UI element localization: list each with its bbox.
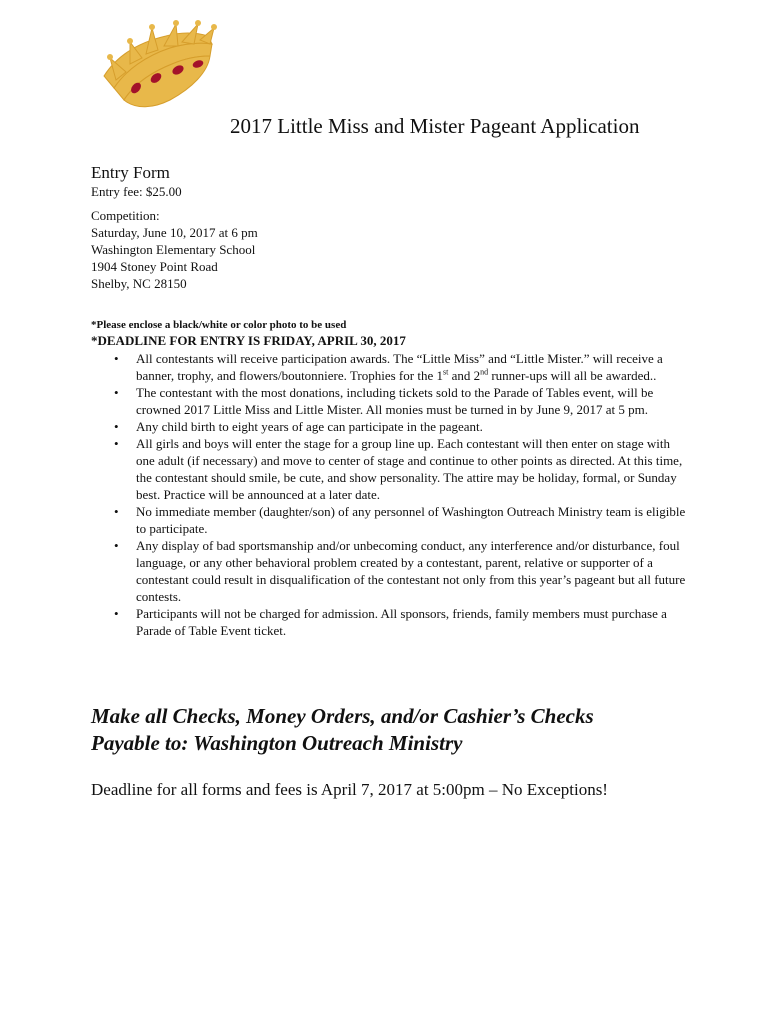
bullet: • <box>114 504 119 519</box>
list-item <box>91 350 691 384</box>
list-item <box>91 435 691 503</box>
payment-line-2: Payable to: Washington Outreach Ministry <box>91 731 463 755</box>
competition-info <box>91 207 258 292</box>
bullet: • <box>114 351 119 366</box>
payment-instructions <box>91 703 594 757</box>
rule-text: runner-ups will all be awarded.. <box>488 368 657 383</box>
entry-deadline: *DEADLINE FOR ENTRY IS FRIDAY, APRIL 30, 2017 <box>91 333 406 348</box>
photo-note: *Please enclose a black/white or color photo to be used <box>91 319 347 331</box>
entry-fee: Entry fee: $25.00 <box>91 184 182 199</box>
crown-icon <box>96 18 218 118</box>
list-item <box>91 384 691 418</box>
rule-text: All contestants will receive participation awards. The “Little Miss” and “Little Mister.” will receive a banner, trophy, and flowers/boutonniere. Trophies for the 1 <box>136 351 663 383</box>
rule-text: The contestant with the most donations, including tickets sold to the Parade of Tables event, will be crowned 2017 Little Miss and Little Mister. All monies must be turned in by June 9, 2017 at 5 pm. <box>136 385 654 417</box>
rule-text: and 2 <box>448 368 481 383</box>
competition-label: Competition: <box>91 208 160 223</box>
bullet: • <box>114 436 119 451</box>
competition-street: 1904 Stoney Point Road <box>91 259 218 274</box>
list-item <box>91 537 691 605</box>
competition-venue: Washington Elementary School <box>91 242 256 257</box>
final-deadline: Deadline for all forms and fees is April 7, 2017 at 5:00pm – No Exceptions! <box>91 780 608 799</box>
superscript: st <box>442 367 449 377</box>
payment-line-1: Make all Checks, Money Orders, and/or Cashier’s Checks <box>91 704 594 728</box>
rule-text: Participants will not be charged for admission. All sponsors, friends, family members must purchase a Parade of Table Event ticket. <box>136 606 667 638</box>
superscript: nd <box>480 367 489 377</box>
list-item <box>91 503 691 537</box>
bullet: • <box>114 385 119 400</box>
entry-form-heading: Entry Form <box>91 163 170 182</box>
bullet: • <box>114 419 119 434</box>
bullet: • <box>114 606 119 621</box>
rule-text: All girls and boys will enter the stage for a group line up. Each contestant will then enter on stage with one adult (if necessary) and move to center of stage and continue to other points as directed. At this time, the contestant should smile, be cute, and show personality. The attire may be holiday, formal, or Sunday best. Practice will be announced at a later date. <box>136 436 683 502</box>
rule-text: No immediate member (daughter/son) of any personnel of Washington Outreach Ministry team is eligible to participate. <box>136 504 686 536</box>
competition-city: Shelby, NC 28150 <box>91 276 187 291</box>
page-title: 2017 Little Miss and Mister Pageant Application <box>230 114 640 138</box>
list-item <box>91 605 691 639</box>
rule-text: Any display of bad sportsmanship and/or unbecoming conduct, any interference and/or disturbance, foul language, or any other behavioral problem created by a contestant, parent, relative or supporter of a contestant could result in disqualification of the contestant not only from this year’s pageant but all future contests. <box>136 538 686 604</box>
rules-list <box>91 350 691 639</box>
bullet: • <box>114 538 119 553</box>
competition-date: Saturday, June 10, 2017 at 6 pm <box>91 225 258 240</box>
rule-text: Any child birth to eight years of age can participate in the pageant. <box>136 419 483 434</box>
list-item <box>91 418 691 435</box>
